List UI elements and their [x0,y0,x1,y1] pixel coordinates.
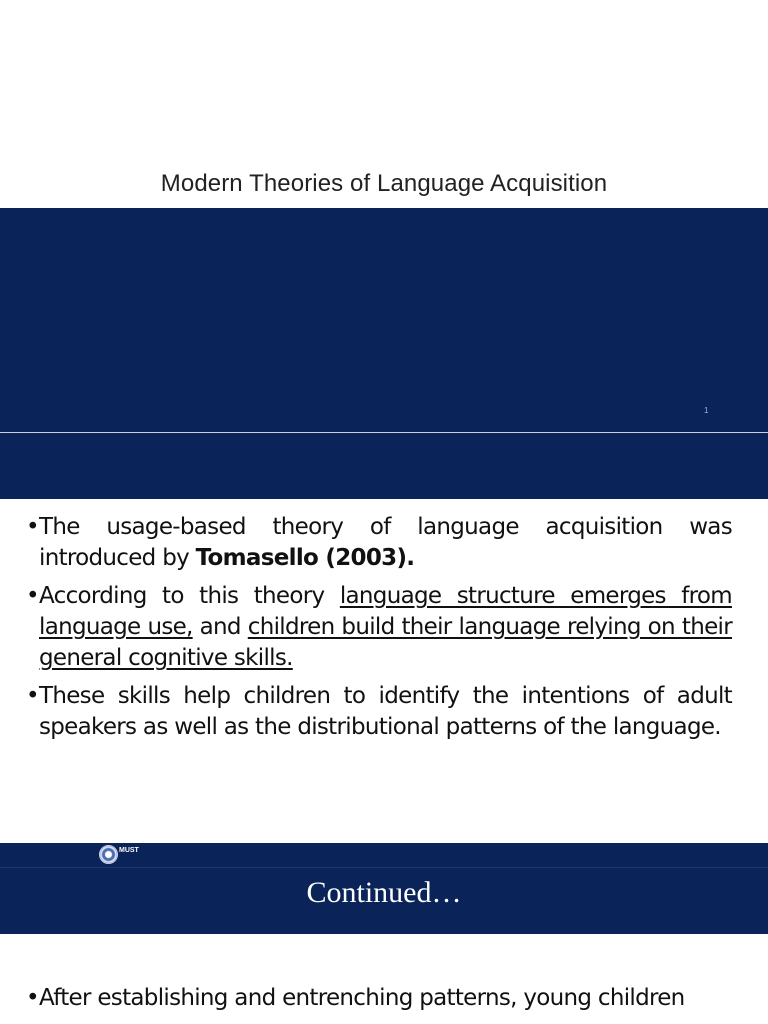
underlined-text: language structure emerges from language use, [39,583,732,640]
bullet-list-continued [26,983,732,1021]
bullet-list [26,512,732,750]
bullet-text: According to this theory [39,583,340,609]
title-banner [0,208,768,432]
bullet-text: and [192,614,248,640]
underlined-text: children build their language relying on their general cognitive skills. [39,614,732,671]
bullet-text: These skills help children to identify the intentions of adult speakers as well as the distributional patterns of the language. [39,683,732,740]
continued-title: Continued… [306,876,462,909]
bullet-item [26,581,732,674]
bullet-item [26,681,732,743]
bullet-text: The usage-based theory of language acquisition was introduced by [39,514,732,571]
header-banner [0,433,768,499]
page-number: 1 [704,406,709,415]
slide-title: Modern Theories of Language Acquisition [160,170,608,197]
bullet-item [26,983,732,1014]
bullet-item [26,512,732,574]
university-seal-icon [99,845,118,864]
citation-text: Tomasello (2003). [195,545,415,571]
bullet-text: After establishing and entrenching patterns, young children [39,985,685,1011]
logo-text: MUST [119,847,139,854]
